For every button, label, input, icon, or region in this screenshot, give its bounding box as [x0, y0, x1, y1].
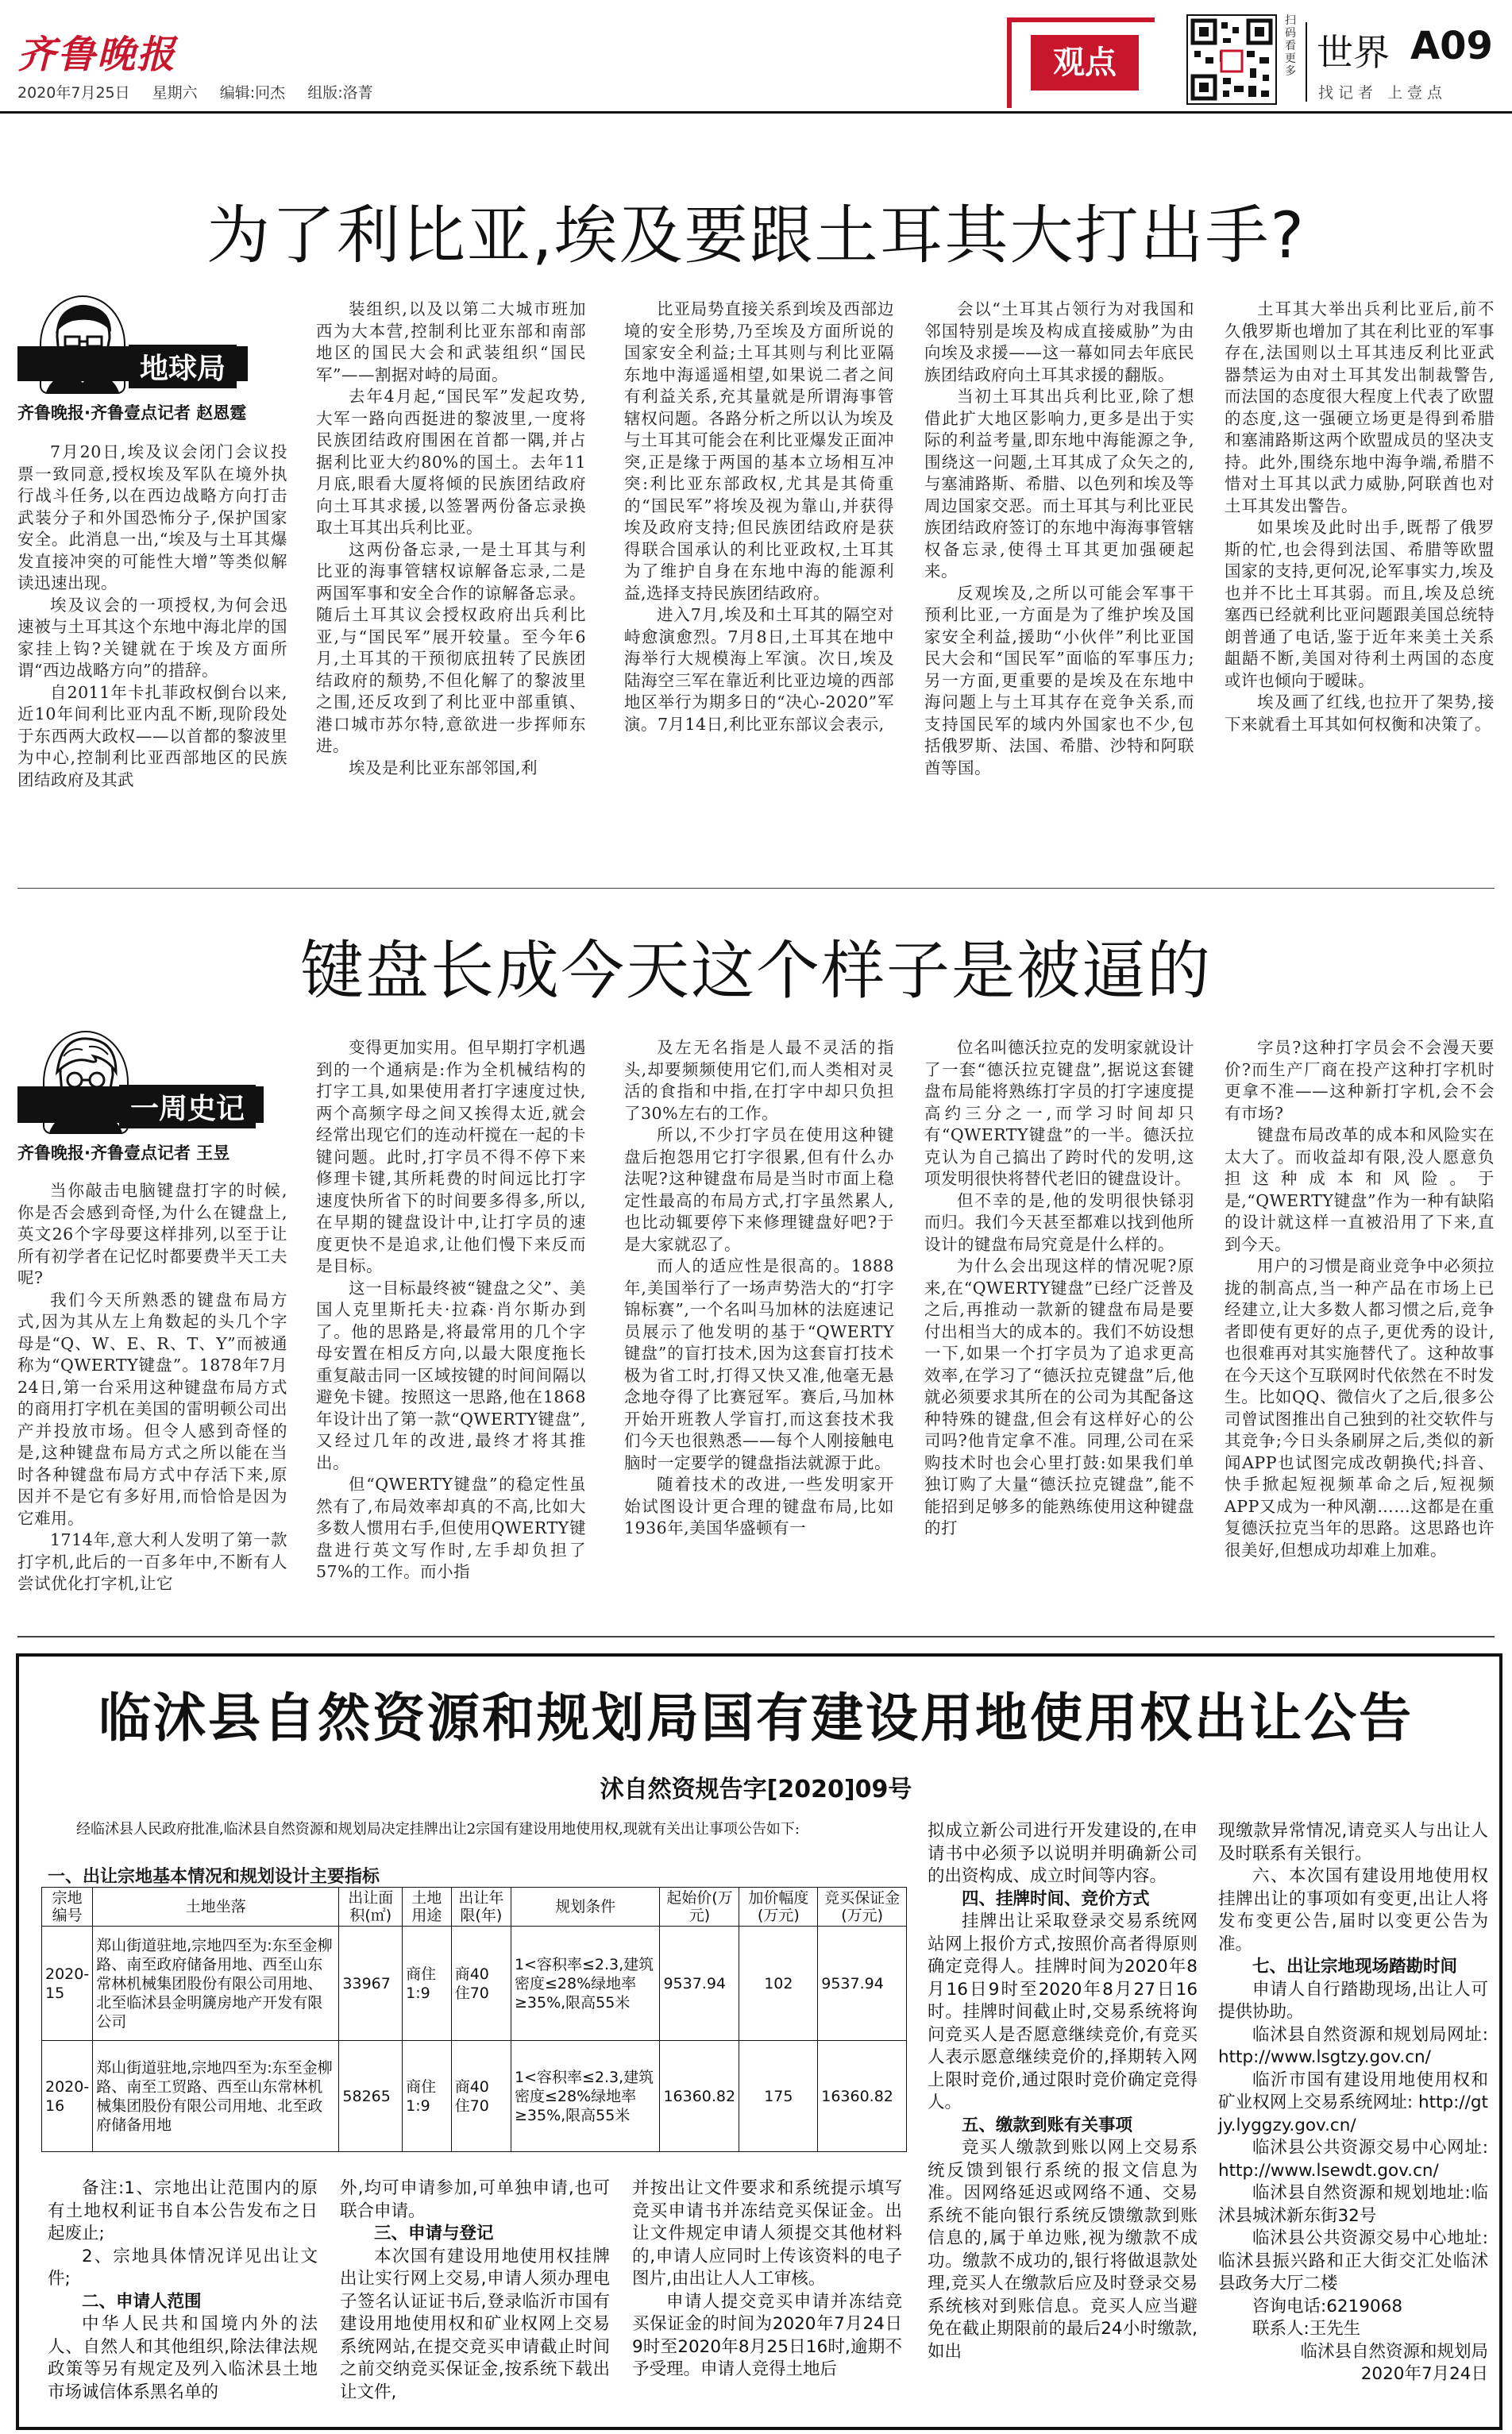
paragraph: 埃及是利比亚东部邻国,利: [349, 758, 538, 777]
paragraph: 会以“土耳其占领行为对我国和邻国特别是埃及构成直接威胁”为由向埃及求援——这一幕如同去年底民族团结政府向土耳其求援的翻版。: [924, 299, 1194, 384]
paragraph: 1714年,意大利人发明了第一款打字机,此后的一百多年中,不断有人尝试优化打字机,让它: [17, 1530, 287, 1593]
paragraph: 申请人提交竞买申请并冻结竞买保证金的时间为2020年7月24日9时至2020年8月25日16时,逾期不予受理。申请人竞得土地后: [632, 2291, 902, 2379]
article2-column-2: [316, 1037, 586, 1583]
article1-byline: 齐鲁晚报·齐鲁壹点记者 赵恩霆: [17, 403, 247, 422]
table-cell: 郑山街道驻地,宗地四至为:东至金柳路、南至工贸路、西至山东常林机械集团股份有限公司用地、北至政府储备用地: [93, 2041, 339, 2152]
notice-col-a: [48, 2177, 318, 2404]
table-header: 起始价(万元): [660, 1888, 739, 1927]
paragraph: 土耳其大举出兵利比亚后,前不久俄罗斯也增加了其在利比亚的军事存在,法国则以土耳其违反利比亚武器禁运为由对土耳其发出制裁警告,而法国的态度很大程度上代表了欧盟的态度,这一强硬立场更是得到希腊和塞浦路斯这两个欧盟成员的坚决支持。此外,围绕东地中海争端,希腊不惜对土耳其以武力威胁,阿联酋也对土耳其发出警告。: [1225, 299, 1495, 515]
column-tag-badge: 观点: [1031, 35, 1139, 91]
paragraph: 备注:1、宗地出让范围内的原有土地权利证书自本公告发布之日起废止;: [48, 2178, 318, 2243]
notice-subheading: 二、申请人范围: [82, 2291, 202, 2312]
masthead-divider: [1306, 22, 1307, 102]
article-divider: [17, 1636, 1495, 1637]
article1-column-1: [17, 442, 287, 791]
issue-date: 2020年7月25日: [17, 84, 130, 102]
paragraph: 这一目标最终被“键盘之父”、美国人克里斯托夫·拉森·肖尔斯办到了。他的思路是,将最常用的几个字母安置在相反方向,以最大限度拖长重复敲击同一区域按键的时间间隔以避免卡键。按照这一思路,他在1868年设计出了第一款“QWERTY键盘”,又经过几年的改进,最终才将其推出。: [316, 1278, 586, 1472]
article1-column-badge: [17, 295, 287, 392]
notice-col-c: [632, 2177, 902, 2382]
article1-column-5: [1225, 299, 1495, 735]
notice-title: 临沭县自然资源和规划局国有建设用地使用权出让公告: [98, 1688, 1414, 1749]
qr-label: 扫码看更多: [1285, 14, 1296, 78]
paragraph: 但“QWERTY键盘”的稳定性虽然有了,布局效率却真的不高,比如大多数人惯用右手,但使用QWERTY键盘进行英文写作时,左手却负担了57%的工作。而小指: [316, 1475, 586, 1581]
contact-line: 联系人:王先生: [1252, 2319, 1361, 2339]
notice-date: 2020年7月24日: [1360, 2364, 1488, 2384]
paragraph: 埃及议会的一项授权,为何会迅速被与土耳其这个东地中海北岸的国家挂上钩?关键就在于埃及方面所谓“西边战略方向”的措辞。: [17, 595, 287, 680]
paragraph: 申请人自行踏勘现场,出让人可提供协助。: [1218, 1979, 1488, 2022]
paragraph: 键盘布局改革的成本和风险实在太大了。而收益却有限,没人愿意负担这种成本和风险。于是,“QWERTY键盘”作为一种有缺陷的设计就这样一直被沿用了下来,直到今天。: [1225, 1125, 1495, 1254]
column-name: 地球局: [129, 345, 237, 388]
paragraph: 及左无名指是人最不灵活的指头,却要频频使用它们,而人类相对灵活的食指和中指,在打字中却只负担了30%左右的工作。: [624, 1038, 894, 1123]
table-header-row: [42, 1888, 907, 1927]
table-cell: 商40 住70: [451, 1927, 511, 2041]
article1-title: 为了利比亚,埃及要跟土耳其大打出手?: [206, 199, 1306, 272]
paragraph: 如果埃及此时出手,既帮了俄罗斯的忙,也会得到法国、希腊等欧盟国家的支持,更何况,论军事实力,埃及也并不比土耳其弱。而且,埃及总统塞西已经就利比亚问题跟美国总统特朗普通了电话,鉴于近年来美土关系龃龉不断,美国对待利土两国的态度或许也倾向于暧昧。: [1225, 518, 1495, 690]
table-cell: 2020-16: [42, 2041, 93, 2152]
notice-signature: 临沭县自然资源和规划局: [1300, 2341, 1488, 2362]
contact-line: 临沭县自然资源和规划地址:临沭县城沭新东街32号: [1218, 2183, 1488, 2226]
qr-code-icon: [1186, 14, 1277, 105]
table-cell: 9537.94: [818, 1927, 907, 2041]
table-row: [42, 1927, 907, 2041]
table-cell: 175: [739, 2041, 818, 2152]
paragraph: 比亚局势直接关系到埃及西部边境的安全形势,乃至埃及方面所说的国家安全利益;土耳其则与利比亚隔东地中海遥遥相望,如果说二者之间有利益关系,充其量就是所谓海事管辖权问题。各路分析之所以认为埃及与土耳其可能会在利比亚爆发正面冲突,正是缘于两国的基本立场相互冲突:利比亚东部政权,尤其是其倚重的“国民军”将埃及视为靠山,并获得埃及政府支持;但民族团结政府是获得联合国承认的利比亚政权,土耳其为了维护自身在东地中海的能源利益,选择支持民族团结政府。: [624, 299, 894, 603]
notice-section-heading: 一、出让宗地基本情况和规划设计主要指标: [48, 1867, 380, 1887]
article1-column-3: [624, 299, 894, 735]
paragraph: 经临沭县人民政府批准,临沭县自然资源和规划局决定挂牌出让2宗国有建设用地使用权,现就有关出让事项公告如下:: [76, 1821, 800, 1838]
newspaper-logo: 齐鲁晚报: [17, 33, 177, 77]
article2-title: 键盘长成今天这个样子是被逼的: [300, 934, 1212, 1008]
notice-col-mid: [928, 1820, 1198, 2363]
article1-column-4: [924, 299, 1194, 779]
table-cell: 2020-15: [42, 1927, 93, 2041]
paragraph: 用户的习惯是商业竞争中必须拉拢的制高点,当一种产品在市场上已经建立,让大多数人都习惯之后,竞争者即使有更好的点子,更优秀的设计,也很难再对其实施替代了。这种故事在今天这个互联网时代依然在不时发生。比如QQ、微信火了之后,很多公司曾试图推出自己独到的社交软件与其竞争;今日头条刷屏之后,类似的新闻APP也试图完成改朝换代;抖音、快手掀起短视频革命之后,短视频APP又成为一种风潮……这都是在重复德沃拉克当年的思路。这思路也许很美好,但想成功却难上加难。: [1225, 1256, 1495, 1560]
paragraph: 这两份备忘录,一是土耳其与利比亚的海事管辖权谅解备忘录,二是两国军事和安全合作的谅解备忘录。随后土耳其议会授权政府出兵利比亚,与“国民军”展开较量。至今年6月,土耳其的干预彻底扭转了民族团结政府的颓势,不但化解了的黎波里之围,还反攻到了利比亚中部重镇、港口城市苏尔特,意欲进一步挥师东进。: [316, 539, 586, 755]
paragraph: 而人的适应性是很高的。1888年,美国举行了一场声势浩大的“打字锦标赛”,一个名叫马加林的法庭速记员展示了他发明的基于“QWERTY键盘”的盲打技术,因为这套盲打技术极为省工时,打得又快又准,他毫无悬念地夺得了比赛冠军。赛后,马加林开始开班教人学盲打,而这套技术我们今天也很熟悉——每个人刚接触电脑时一定要学的键盘指法就源于此。: [624, 1256, 894, 1472]
article2-byline: 齐鲁晚报·齐鲁壹点记者 王昱: [17, 1144, 230, 1163]
paragraph: 埃及画了红线,也拉开了架势,接下来就看土耳其如何权衡和决策了。: [1225, 692, 1495, 734]
page-number: A09: [1410, 24, 1493, 68]
paragraph: 7月20日,埃及议会闭门会议投票一致同意,授权埃及军队在境外执行战斗任务,以在西边战略方向打击武装分子和外国恐怖分子,保护国家安全。此消息一出,“埃及与土耳其爆发直接冲突的可能性大增”等类似解读迅速出现。: [17, 442, 287, 592]
paragraph: 当你敲击电脑键盘打字的时候,你是否会感到奇怪,为什么在键盘上,英文26个字母要这样排列,以至于让所有初学者在记忆时都要费半天工夫呢?: [17, 1181, 287, 1287]
masthead-rule: [0, 111, 1512, 114]
article1-column-2: [316, 299, 586, 779]
paragraph: 进入7月,埃及和土耳其的隔空对峙愈演愈烈。7月8日,土耳其在地中海举行大规模海上军演。次日,埃及陆海空三军在靠近利比亚边境的西部地区举行为期多日的“决心-2020”军演。7月14日,利比亚东部议会表示,: [624, 605, 894, 734]
notice-col-b: [340, 2177, 610, 2404]
paragraph: 六、本次国有建设用地使用权挂牌出让的事项如有变更,出让人将发布变更公告,届时以变更公告为准。: [1218, 1866, 1488, 1954]
paragraph: 字员?这种打字员会不会漫天要价?而生产厂商在投产这种打字机时更拿不准——这种新打字机,会不会有市场?: [1225, 1038, 1495, 1123]
paragraph: 本次国有建设用地使用权挂牌出让实行网上交易,申请人须办理电子签名认证证书后,登录临沂市国有建设用地使用权和矿业权网上交易系统网站,在提交竞买申请截止时间之前交纳竞买保证金,按系统下载出让文件,: [340, 2246, 610, 2402]
land-table: [41, 1887, 907, 2152]
contact-line: 临沭县自然资源和规划局网址: http://www.lsgtzy.gov.cn/: [1218, 2024, 1488, 2067]
table-cell: 33967: [339, 1927, 403, 2041]
section-name: 世界: [1317, 31, 1390, 74]
paragraph: 但不幸的是,他的发明很快铩羽而归。我们今天甚至都难以找到他所设计的键盘布局究竟是什么样的。: [924, 1190, 1194, 1254]
layout-credit: 组版:洛菁: [307, 84, 373, 102]
notice-subheading: 三、申请与登记: [374, 2224, 494, 2243]
masthead: [0, 0, 1512, 119]
contact-line: 临沭县公共资源交易中心网址: http://www.lsewdt.gov.cn/: [1218, 2138, 1488, 2181]
table-cell: 16360.82: [818, 2041, 907, 2152]
paragraph: 现缴款异常情况,请竞买人与出让人及时联系有关银行。: [1218, 1821, 1488, 1864]
paragraph: 我们今天所熟悉的键盘布局方式,因为其从左上角数起的头几个字母是“Q、W、E、R、T、Y”而被通称为“QWERTY键盘”。1878年7月24日,第一台采用这种键盘布局方式的商用打字机在美国的雷明顿公司出产并投放市场。但令人感到奇怪的是,这种键盘布局方式之所以能在当时各种键盘布局方式中存活下来,原因并不是它有多好用,而恰恰是因为它难用。: [17, 1290, 287, 1528]
editor-credit: 编辑:冋杰: [219, 84, 286, 102]
table-header: 竞买保证金(万元): [818, 1888, 907, 1927]
paragraph: 当初土耳其出兵利比亚,除了想借此扩大地区影响力,更多是出于实际的利益考量,即东地中海能源之争,围绕这一问题,土耳其成了众矢之的,与塞浦路斯、希腊、以色列和埃及等周边国家交恶。而土耳其与利比亚民族团结政府签订的东地中海海事管辖权备忘录,使得土耳其更加强硬起来。: [924, 387, 1194, 581]
paragraph: 反观埃及,之所以可能会军事干预利比亚,一方面是为了维护埃及国家安全利益,援助“小伙伴”利比亚国民大会和“国民军”面临的军事压力;另一方面,更重要的是埃及在东地中海问题上与土耳其存在竞争关系,而支持国民军的域内外国家也不少,包括俄罗斯、法国、希腊、沙特和阿联酋等国。: [924, 583, 1194, 777]
table-header: 出让面积(㎡): [339, 1888, 403, 1927]
paragraph: 外,均可申请参加,可单独申请,也可联合申请。: [340, 2178, 610, 2221]
table-header: 土地坐落: [93, 1888, 339, 1927]
paragraph: 变得更加实用。但早期打字机遇到的一个通病是:作为全机械结构的打字工具,如果使用者打字速度过快,两个高频字母之间又挨得太近,就会经常出现它们的连动杆搅在一起的卡键问题。此时,打字员不得不停下来修理卡键,其所耗费的时间远比打字速度快所省下的时间要多得多,所以,在早期的键盘设计中,让打字员的速度更快不是追求,让他们慢下来反而是目标。: [316, 1038, 586, 1275]
paragraph: 装组织,以及以第二大城市班加西为大本营,控制利比亚东部和南部地区的国民大会和武装组织“国民军”——割据对峙的局面。: [316, 299, 586, 384]
table-header: 土地用途: [403, 1888, 452, 1927]
contact-line: 临沂市国有建设用地使用权和矿业权网上交易系统网址: http://gtjy.lyggzy.gov.cn/: [1218, 2069, 1488, 2135]
paragraph: 去年4月起,“国民军”发起攻势,大军一路向西挺进的黎波里,一度将民族团结政府围困在首都一隅,并占据利比亚大约80%的国土。去年11月底,眼看大厦将倾的民族团结政府向土耳其求援,以签署两份备忘录换取土耳其出兵利比亚。: [316, 387, 586, 537]
table-cell: 1<容积率≤2.3,建筑密度≤28%绿地率≥35%,限高55米: [511, 1927, 659, 2041]
paragraph: 随着技术的改进,一些发明家开始试图设计更合理的键盘布局,比如1936年,美国华盛顿有一: [624, 1475, 894, 1537]
notice-doc-number: 沭自然资规告字[2020]09号: [600, 1776, 912, 1803]
table-cell: 商住 1:9: [403, 2041, 452, 2152]
notice-subheading: 四、挂牌时间、竞价方式: [962, 1888, 1150, 1909]
paragraph: 拟成立新公司进行开发建设的,在申请书中必须予以说明并明确新公司的出资构成、成立时间等内容。: [928, 1821, 1198, 1886]
article2-column-4: [924, 1037, 1194, 1540]
issue-weekday: 星期六: [152, 84, 198, 102]
table-cell: 商40 住70: [451, 2041, 511, 2152]
dateline: [17, 81, 391, 102]
paragraph: 位名叫德沃拉克的发明家就设计了一套“德沃拉克键盘”,据说这套键盘布局能将熟练打字员的打字速度提高约三分之一,而学习时间却只有“QWERTY键盘”的一半。德沃拉克认为自己搞出了跨时代的发明,这项发明很快将替代老旧的键盘设计。: [924, 1038, 1194, 1188]
notice-intro: [48, 1819, 905, 1840]
paragraph: 并按出让文件要求和系统提示填写竞买申请书并冻结竞买保证金。出让文件规定申请人须提交其他材料的,申请人应同时上传该资料的电子图片,由出让人人工审核。: [632, 2178, 902, 2289]
paragraph: 所以,不少打字员在使用这种键盘后抱怨用它打字很累,但有什么办法呢?这种键盘布局是当时市面上稳定性最高的布局方式,打字虽然累人,也比动辄要停下来修理键盘好吧?于是大家就忍了。: [624, 1125, 894, 1254]
table-header: 出让年限(年): [451, 1888, 511, 1927]
article-divider: [17, 888, 1495, 889]
paragraph: 竞买人缴款到账以网上交易系统反馈到银行系统的报文信息为准。因网络延迟或网络不通、交易系统不能向银行系统反馈缴款到账信息的,属于单边账,视为缴款不成功。缴款不成功的,银行将做退款处理,竞买人在缴款后应及时登录交易系统核对到账信息。竞买人应当避免在截止期限前的最后24小时缴款,如出: [928, 2138, 1198, 2362]
contact-line: 临沭县公共资源交易中心地址:临沭县振兴路和正大街交汇处临沭县政务大厅二楼: [1218, 2228, 1488, 2293]
column-name: 一周史记: [119, 1085, 256, 1128]
table-cell: 9537.94: [660, 1927, 739, 2041]
paragraph: 2、宗地具体情况详见出让文件;: [48, 2246, 318, 2289]
paragraph: 挂牌出让采取登录交易系统网站网上报价方式,按照价高者得原则确定竞得人。挂牌时间为2020年8月16日9时至2020年8月27日16时。挂牌时间截止时,交易系统将询问竞买人是否愿意继续竞价,有竞买人表示愿意继续竞价的,择期转入网上限时竞价,通过限时竞价确定竞得人。: [928, 1911, 1198, 2112]
paragraph: 自2011年卡扎菲政权倒台以来,近10年间利比亚内乱不断,现阶段处于东西两大政权——以首都的黎波里为中心,控制利比亚西部地区的民族团结政府及其武: [17, 682, 287, 789]
article2-column-badge: [17, 1031, 287, 1134]
table-header: 加价幅度(万元): [739, 1888, 818, 1927]
paragraph: 为什么会出现这样的情况呢?原来,在“QWERTY键盘”已经广泛普及之后,再推动一款新的键盘布局是要付出相当大的成本的。我们不妨设想一下,如果一个打字员为了追求更高效率,在学习了“德沃拉克键盘”后,他就必须要求其所在的公司为其配备这种特殊的键盘,但会有这样好心的公司吗?他肯定拿不准。同理,公司在采购技术时也会心里打鼓:如果我们单独订购了大量“德沃拉克键盘”,能不能招到足够多的能熟练使用这种键盘的打: [924, 1256, 1194, 1537]
article2-column-3: [624, 1037, 894, 1540]
paragraph: 中华人民共和国境内外的法人、自然人和其他组织,除法律法规政策等另有规定及列入临沭县土地市场诚信体系黑名单的: [48, 2314, 318, 2402]
staff-credit: 找记者 上壹点: [1318, 84, 1448, 102]
article2-column-1: [17, 1180, 287, 1595]
article2-column-5: [1225, 1037, 1495, 1561]
table-header: 宗地编号: [42, 1888, 93, 1927]
contact-line: 咨询电话:6219068: [1252, 2296, 1402, 2316]
land-table-wrap: [41, 1887, 907, 2152]
table-cell: 58265: [339, 2041, 403, 2152]
table-cell: 郑山街道驻地,宗地四至为:东至金柳路、南至政府储备用地、西至山东常林机械集团股份有限公司用地、北至临沭县金明篪房地产开发有限公司: [93, 1927, 339, 2041]
table-row: [42, 2041, 907, 2152]
table-cell: 102: [739, 1927, 818, 2041]
table-cell: 1<容积率≤2.3,建筑密度≤28%绿地率≥35%,限高55米: [511, 2041, 659, 2152]
notice-col-right: [1218, 1820, 1488, 2386]
notice-subheading: 五、缴款到账有关事项: [962, 2115, 1133, 2135]
table-cell: 16360.82: [660, 2041, 739, 2152]
table-header: 规划条件: [511, 1888, 659, 1927]
table-cell: 商住 1:9: [403, 1927, 452, 2041]
notice-subheading: 七、出让宗地现场踏勘时间: [1252, 1957, 1458, 1977]
